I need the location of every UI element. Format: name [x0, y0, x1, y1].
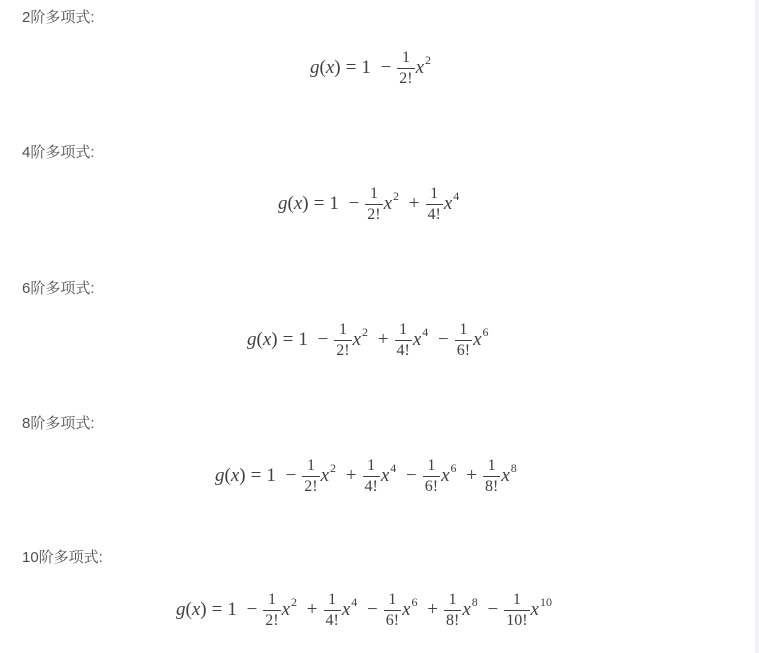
fraction-numerator: 1: [334, 322, 351, 341]
term-sign: +: [408, 192, 420, 214]
constant-term: 1: [329, 192, 339, 214]
fraction-denominator: 6!: [456, 342, 471, 359]
term-sign: −: [317, 328, 329, 350]
section-label-order-2: 2阶多项式:: [22, 9, 95, 26]
formula-order-2: [310, 50, 431, 87]
fraction: [334, 322, 351, 359]
formula-lhs: g(x): [310, 56, 341, 78]
fraction-numerator: 1: [455, 322, 472, 341]
equals-sign: =: [313, 192, 325, 214]
fraction-denominator: 4!: [364, 478, 378, 495]
fraction-denominator: 10!: [506, 612, 528, 629]
fraction-numerator: 1: [384, 592, 401, 611]
fraction-numerator: 1: [426, 186, 443, 205]
term-variable: x: [281, 598, 291, 620]
term-sign: +: [466, 464, 477, 486]
fraction-denominator: 4!: [325, 612, 339, 629]
section-label-order-6: 6阶多项式:: [22, 280, 95, 297]
fraction: [455, 322, 472, 359]
term-variable: x: [462, 598, 471, 620]
section-label-order-10: 10阶多项式:: [22, 549, 103, 566]
fraction-numerator: 1: [324, 592, 341, 611]
equals-sign: =: [211, 598, 223, 620]
term-variable: x: [320, 464, 330, 486]
equals-sign: =: [282, 328, 294, 350]
formula-order-4: [278, 186, 459, 223]
fraction-numerator: 1: [444, 592, 461, 611]
fraction-denominator: 2!: [336, 342, 350, 359]
term-exponent: 8: [471, 594, 478, 609]
term-exponent: 4: [453, 188, 460, 203]
section-label-order-8: 8阶多项式:: [22, 415, 95, 432]
fraction-numerator: 1: [363, 458, 380, 477]
term-exponent: 10: [539, 594, 552, 609]
constant-term: 1: [266, 464, 276, 486]
term-variable: x: [402, 598, 411, 620]
formula-lhs: g(x): [278, 192, 309, 214]
term-sign: −: [246, 598, 258, 620]
term-sign: −: [487, 598, 499, 620]
constant-term: 1: [227, 598, 237, 620]
term-sign: −: [367, 598, 378, 620]
term-exponent: 8: [510, 460, 517, 475]
term-variable: x: [415, 56, 425, 78]
fraction-denominator: 6!: [385, 612, 400, 629]
term-exponent: 4: [422, 324, 429, 339]
fraction: [483, 458, 500, 495]
formula-order-6: [247, 322, 489, 359]
term-exponent: 2: [362, 324, 369, 339]
fraction: [384, 592, 401, 629]
term-exponent: 2: [291, 594, 298, 609]
term-sign: −: [348, 192, 360, 214]
fraction: [444, 592, 461, 629]
term-sign: −: [438, 328, 449, 350]
term-exponent: 2: [393, 188, 400, 203]
formula-lhs: g(x): [247, 328, 278, 350]
fraction: [363, 458, 380, 495]
fraction-denominator: 2!: [304, 478, 318, 495]
term-exponent: 4: [351, 594, 358, 609]
fraction-numerator: 1: [397, 50, 414, 69]
fraction-denominator: 8!: [445, 612, 460, 629]
term-exponent: 2: [425, 52, 432, 67]
term-sign: −: [285, 464, 297, 486]
fraction-numerator: 1: [263, 592, 280, 611]
formula-order-10: [176, 592, 552, 629]
fraction-denominator: 8!: [484, 478, 499, 495]
term-variable: x: [501, 464, 510, 486]
fraction-denominator: 6!: [424, 478, 439, 495]
term-exponent: 2: [330, 460, 337, 475]
term-variable: x: [341, 598, 351, 620]
fraction-numerator: 1: [395, 322, 412, 341]
term-variable: x: [380, 464, 390, 486]
fraction: [263, 592, 280, 629]
term-exponent: 6: [482, 324, 489, 339]
fraction-denominator: 2!: [265, 612, 279, 629]
term-sign: −: [380, 56, 392, 78]
fraction-numerator: 1: [483, 458, 500, 477]
formula-lhs: g(x): [215, 464, 246, 486]
fraction: [423, 458, 440, 495]
term-variable: x: [412, 328, 422, 350]
fraction: [365, 186, 382, 223]
fraction-denominator: 2!: [367, 206, 381, 223]
fraction: [426, 186, 443, 223]
term-sign: +: [345, 464, 357, 486]
constant-term: 1: [298, 328, 308, 350]
fraction: [395, 322, 412, 359]
term-variable: x: [473, 328, 482, 350]
fraction-denominator: 2!: [399, 70, 413, 87]
term-variable: x: [530, 598, 539, 620]
equals-sign: =: [250, 464, 262, 486]
right-edge-divider: [755, 0, 759, 653]
fraction-numerator: 1: [302, 458, 319, 477]
term-sign: −: [406, 464, 417, 486]
term-sign: +: [306, 598, 318, 620]
fraction: [302, 458, 319, 495]
fraction: [397, 50, 414, 87]
fraction-numerator: 1: [504, 592, 529, 611]
fraction: [504, 592, 529, 629]
term-exponent: 6: [411, 594, 418, 609]
formula-lhs: g(x): [176, 598, 207, 620]
term-sign: +: [427, 598, 438, 620]
term-exponent: 4: [390, 460, 397, 475]
fraction-denominator: 4!: [427, 206, 441, 223]
fraction-numerator: 1: [423, 458, 440, 477]
term-variable: x: [443, 192, 453, 214]
equals-sign: =: [345, 56, 357, 78]
constant-term: 1: [361, 56, 371, 78]
term-sign: +: [377, 328, 389, 350]
term-variable: x: [352, 328, 362, 350]
term-variable: x: [383, 192, 393, 214]
section-label-order-4: 4阶多项式:: [22, 144, 95, 161]
fraction: [324, 592, 341, 629]
fraction-numerator: 1: [365, 186, 382, 205]
formula-order-8: [215, 458, 517, 495]
term-exponent: 6: [450, 460, 457, 475]
fraction-denominator: 4!: [396, 342, 410, 359]
term-variable: x: [441, 464, 450, 486]
